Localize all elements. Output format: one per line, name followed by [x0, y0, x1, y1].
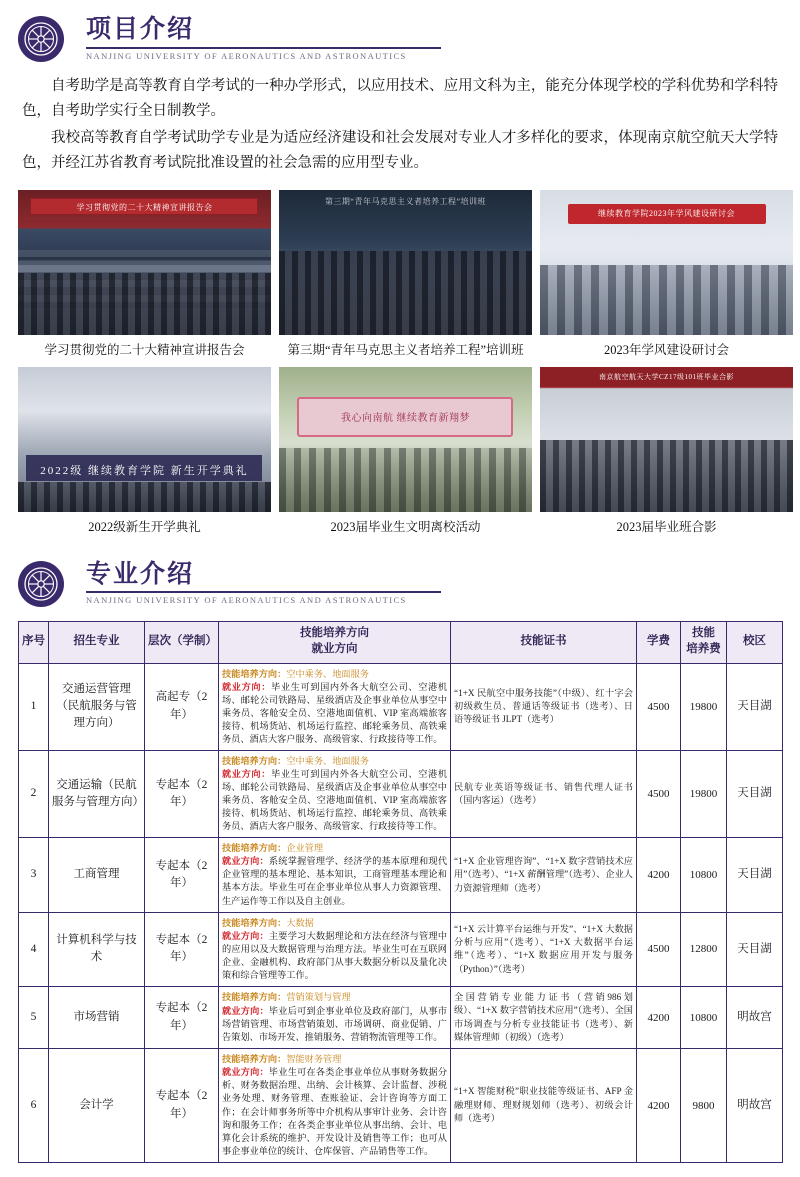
job-label: 就业方向： — [222, 856, 269, 867]
photo-banner-text: 继续教育学院2023年学风建设研讨会 — [598, 208, 735, 218]
cell-fee: 4200 — [637, 838, 681, 912]
cell-skill-fee: 12800 — [681, 912, 727, 986]
cell-campus: 天目湖 — [727, 838, 783, 912]
photo-image — [18, 190, 271, 335]
photo-caption: 第三期“青年马克思主义者培养工程”培训班 — [287, 342, 524, 357]
train-label: 技能培养方向： — [222, 755, 287, 766]
photo-caption: 学习贯彻党的二十大精神宣讲报告会 — [44, 342, 245, 357]
col-header-skill-fee — [681, 621, 727, 663]
majors-table-wrapper — [0, 613, 800, 1177]
train-value: 空中乘务、地面服务 — [286, 668, 369, 679]
col-header-fee: 学费 — [637, 621, 681, 663]
cell-major: 交通运输（民航服务与管理方向） — [49, 750, 145, 837]
cell-no: 5 — [19, 986, 49, 1048]
cell-skill-fee: 9800 — [681, 1049, 727, 1163]
train-label: 技能培养方向： — [222, 917, 287, 928]
cell-no: 4 — [19, 912, 49, 986]
photo-cell — [540, 367, 793, 537]
cell-cert: “1+X 企业管理咨询”、“1+X 数字营销技术应用”（选考）、“1+X 薪酬管理”（选考）、企业人力资源管理师（选考） — [451, 838, 637, 912]
photo-cell — [279, 190, 532, 360]
cell-skill-fee: 10800 — [681, 986, 727, 1048]
col-header-level: 层次（学制） — [145, 621, 219, 663]
photo-banner-text: 学习贯彻党的二十大精神宣讲报告会 — [76, 202, 213, 212]
cell-campus: 天目湖 — [727, 663, 783, 750]
train-value: 企业管理 — [286, 843, 324, 854]
cell-level: 专起本（2 年） — [145, 912, 219, 986]
cell-fee: 4200 — [637, 986, 681, 1048]
photo-caption: 2023届毕业班合影 — [616, 519, 717, 534]
cell-direction — [219, 663, 451, 750]
photo-caption: 2022级新生开学典礼 — [88, 519, 201, 534]
cell-skill-fee: 10800 — [681, 838, 727, 912]
section-header-majors — [0, 537, 800, 613]
photo-banner-text: 我心向南航 继续教育新翔梦 — [341, 412, 470, 424]
section-title-en: NANJING UNIVERSITY OF AERONAUTICS AND ASTRONAUTICS — [86, 50, 407, 61]
cell-cert: 民航专业英语等级证书、销售代理人证书（国内客运）（选考） — [451, 750, 637, 837]
job-label: 就业方向： — [222, 681, 272, 692]
train-label: 技能培养方向： — [222, 668, 287, 679]
cell-skill-fee: 19800 — [681, 750, 727, 837]
photo-cell — [18, 367, 271, 537]
cell-cert: “1+X 民航空中服务技能”（中级）、红十字会初级救生员、普通话等级证书（选考）、日语等级证书 JLPT（选考） — [451, 663, 637, 750]
job-label: 就业方向： — [222, 930, 269, 941]
col-header-no: 序号 — [19, 621, 49, 663]
table-row — [19, 838, 783, 912]
intro-paragraph-1: 自考助学是高等教育自学考试的一种办学形式，以应用技术、应用文科为主，能充分体现学校的学科优势和学科特色，自考助学实行全日制教学。 — [22, 78, 778, 120]
university-emblem-icon — [18, 16, 64, 62]
job-value: 毕业生可到国内外各大航空公司、空港机场、邮轮公司铁路局、星级酒店及企事业单位从事空中乘务员、客舱安全员、空港地面值机、VIP 室高端旅客接待、机场货站、机场运行监控、邮轮乘务员、高铁乘务员、酒店大客户服务、高级管家、行政接待等工作。 — [222, 681, 448, 744]
cell-level: 专起本（2 年） — [145, 1049, 219, 1163]
cell-major: 工商管理 — [49, 838, 145, 912]
cell-cert: “1+X 云计算平台运维与开发”、“1+X 大数据分析与应用”（选考）、“1+X 大数据平台运维”（选考）、“1+X 数据应用开发与服务（Python）”（选考） — [451, 912, 637, 986]
train-value: 营销策划与管理 — [286, 992, 351, 1003]
table-row — [19, 986, 783, 1048]
cell-level: 专起本（2 年） — [145, 838, 219, 912]
table-row — [19, 663, 783, 750]
table-row — [19, 1049, 783, 1163]
section-divider — [86, 47, 441, 49]
job-value: 毕业生可到国内外各大航空公司、空港机场、邮轮公司铁路局、星级酒店及企事业单位从事空中乘务员、客舱安全员、空港地面值机、VIP 室高端旅客接待、机场货站、机场运行监控、邮轮乘务员、高铁乘务员、酒店大客户服务、高级管家、行政接待等工作。 — [222, 768, 448, 832]
section-header-intro — [0, 0, 800, 68]
table-header-row — [19, 621, 783, 663]
col-header-skill-fee-line2: 培养费 — [686, 643, 721, 655]
col-header-campus: 校区 — [727, 621, 783, 663]
col-header-direction-line2: 就业方向 — [311, 643, 358, 655]
photo-cell — [540, 190, 793, 360]
cell-direction — [219, 912, 451, 986]
col-header-skill-fee-line1: 技能 — [692, 627, 715, 640]
col-header-cert: 技能证书 — [451, 621, 637, 663]
table-row — [19, 750, 783, 837]
cell-cert: 全国营销专业能力证书（营销986划级）、“1+X 数字营销技术应用”（选考）、全国市场调查与分析专业技能证书（选考）、新媒体管理师（初级）（选考） — [451, 986, 637, 1048]
cell-major: 会计学 — [49, 1049, 145, 1163]
train-label: 技能培养方向： — [222, 843, 287, 854]
photo-cell — [18, 190, 271, 360]
section-title-cn: 专业介绍 — [86, 560, 195, 588]
job-label: 就业方向： — [222, 1005, 269, 1016]
cell-cert: “1+X 智能财税”职业技能等级证书、AFP 金融理财师、理财规划师（选考）、初级会计师（选考） — [451, 1049, 637, 1163]
cell-major: 市场营销 — [49, 986, 145, 1048]
photo-image — [540, 190, 793, 335]
majors-table-body — [19, 663, 783, 1162]
train-value: 智能财务管理 — [286, 1054, 342, 1065]
cell-major: 计算机科学与技术 — [49, 912, 145, 986]
train-value: 空中乘务、地面服务 — [286, 755, 369, 766]
train-label: 技能培养方向： — [222, 992, 287, 1003]
cell-fee: 4500 — [637, 912, 681, 986]
job-value: 毕业后可到企事业单位及政府部门，从事市场营销管理、市场营销策划、市场调研、商业促销、广告策划、市场开发、推销服务、营销物流管理等工作。 — [222, 1005, 448, 1042]
photo-banner-text: 南京航空航天大学CZ17级101班毕业合影 — [599, 372, 734, 381]
cell-direction — [219, 838, 451, 912]
train-value: 大数据 — [286, 917, 314, 928]
cell-campus: 明故宫 — [727, 1049, 783, 1163]
cell-no: 1 — [19, 663, 49, 750]
col-header-direction — [219, 621, 451, 663]
col-header-direction-line1: 技能培养方向 — [300, 627, 369, 640]
cell-skill-fee: 19800 — [681, 663, 727, 750]
cell-direction — [219, 750, 451, 837]
cell-campus: 明故宫 — [727, 986, 783, 1048]
cell-direction — [219, 986, 451, 1048]
photo-image — [18, 367, 271, 512]
job-value: 毕业生可在各类企事业单位从事财务数据分析、财务数据治理、出纳、会计核算、会计监督、涉税业务处理、财务管理、查账验证、会计咨询等方面工作；在会计师事务所等中介机构从事审计业务、会计咨询和服务工作；在各类企事业单位从事出纳、会计、电算化会计系统的维护、开发设计及销售等工作；也可从事企事业单位的统计、仓库保管、产品销售等工作。 — [222, 1067, 448, 1156]
section-title-cn: 项目介绍 — [86, 16, 195, 43]
col-header-major: 招生专业 — [49, 621, 145, 663]
cell-fee: 4200 — [637, 1049, 681, 1163]
section-title-en: NANJING UNIVERSITY OF AERONAUTICS AND ASTRONAUTICS — [86, 595, 407, 605]
photo-image — [279, 190, 532, 335]
cell-direction — [219, 1049, 451, 1163]
table-row — [19, 912, 783, 986]
cell-campus: 天目湖 — [727, 750, 783, 837]
university-emblem-icon — [18, 561, 64, 607]
photo-image — [279, 367, 532, 512]
cell-no: 2 — [19, 750, 49, 837]
cell-fee: 4500 — [637, 750, 681, 837]
photo-image — [540, 367, 793, 512]
intro-paragraphs — [0, 68, 800, 186]
job-value: 系统掌握管理学、经济学的基本原理和现代企业管理的基本理论、基本知识，工商管理基本理论和基本方法。毕业生可在企事业单位从事人力资源管理、生产运作等工作以及自主创业。 — [222, 856, 448, 906]
job-label: 就业方向： — [222, 1067, 269, 1078]
cell-no: 6 — [19, 1049, 49, 1163]
photo-gallery — [0, 186, 800, 537]
train-label: 技能培养方向： — [222, 1054, 287, 1065]
photo-caption: 2023年学风建设研讨会 — [603, 342, 729, 357]
cell-no: 3 — [19, 838, 49, 912]
cell-level: 专起本（2 年） — [145, 986, 219, 1048]
job-label: 就业方向： — [222, 768, 272, 779]
job-value: 主要学习大数据理论和方法在经济与管理中的应用以及大数据管理与治理方法。毕业生可在互联网企业、金融机构、政府部门从事大数据分析以及量化决策和综合管理等工作。 — [222, 930, 448, 980]
cell-campus: 天目湖 — [727, 912, 783, 986]
section-divider — [86, 591, 441, 593]
cell-level: 高起专（2 年） — [145, 663, 219, 750]
photo-caption: 2023届毕业生文明离校活动 — [330, 519, 481, 534]
cell-major: 交通运营管理（民航服务与管理方向） — [49, 663, 145, 750]
cell-level: 专起本（2 年） — [145, 750, 219, 837]
cell-fee: 4500 — [637, 663, 681, 750]
photo-banner-text: 第三期“青年马克思主义者培养工程”培训班 — [324, 196, 487, 206]
majors-table — [18, 621, 783, 1163]
photo-cell — [279, 367, 532, 537]
photo-banner-text: 2022级 继续教育学院 新生开学典礼 — [40, 464, 249, 477]
intro-paragraph-2: 我校高等教育自学考试助学专业是为适应经济建设和社会发展对专业人才多样化的要求，体现南京航空航天大学特色，并经江苏省教育考试院批准设置的社会急需的应用型专业。 — [22, 129, 778, 172]
